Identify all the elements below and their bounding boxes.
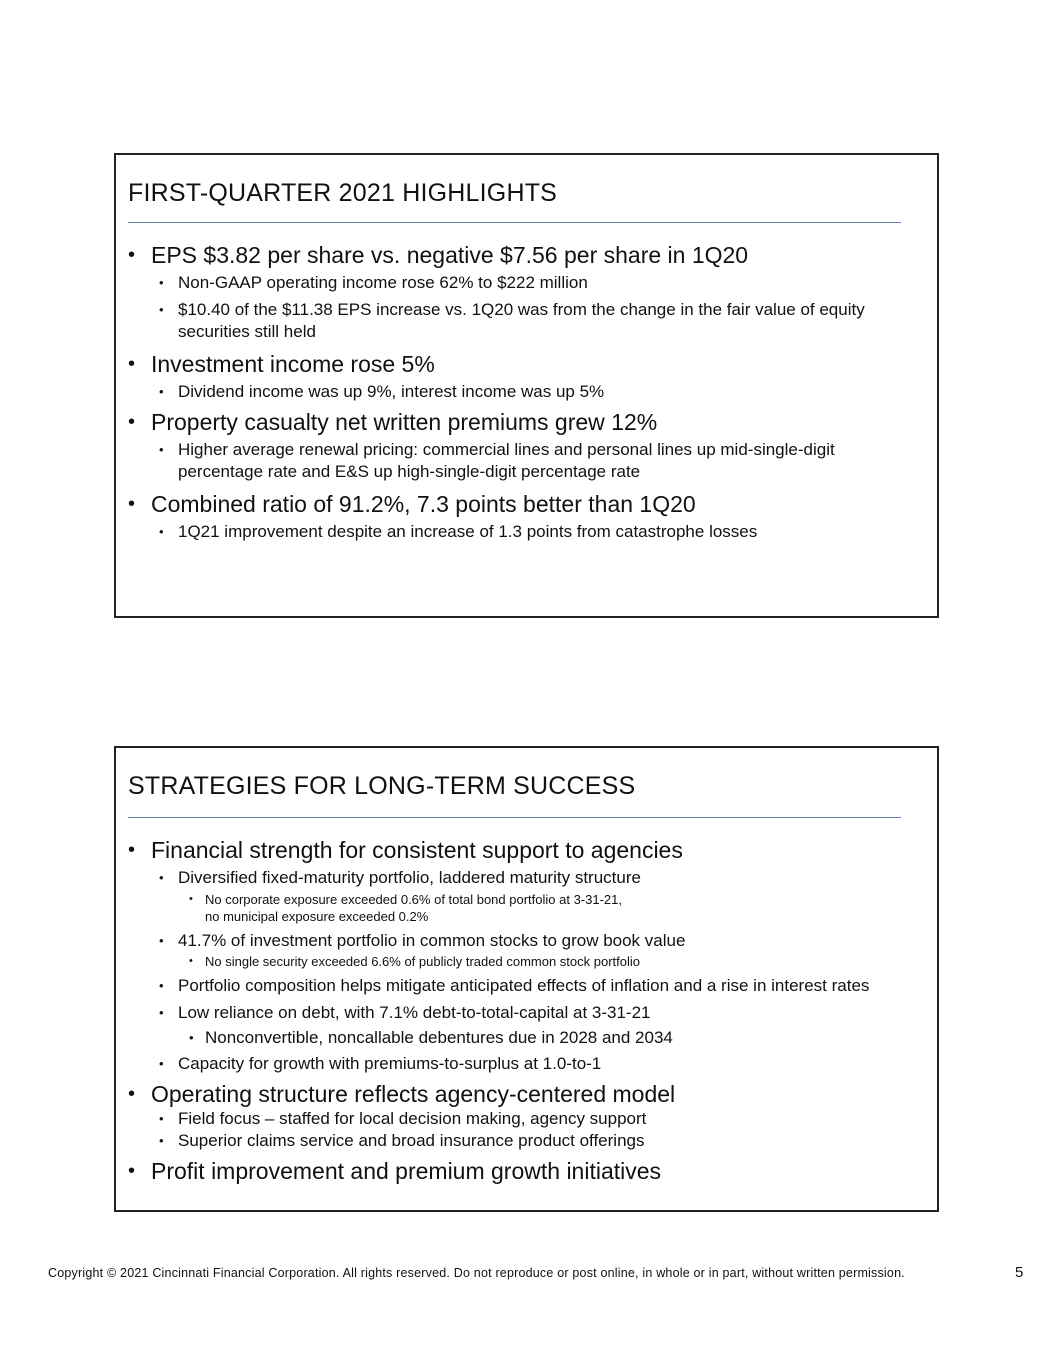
bullet-list bbox=[116, 241, 937, 548]
bullet-dot-icon: • bbox=[159, 870, 164, 885]
bullet-item bbox=[116, 836, 937, 864]
bullet-dot-icon: • bbox=[189, 955, 193, 967]
bullet-item bbox=[116, 241, 937, 269]
bullet-dot-icon: • bbox=[128, 1083, 136, 1105]
sub-bullet-text: $10.40 of the $11.38 EPS increase vs. 1Q20 was from the change in the fair value of equity securities still held bbox=[178, 300, 865, 341]
sub-bullet-text: Non-GAAP operating income rose 62% to $222 million bbox=[178, 273, 588, 292]
sub-bullet-text: Dividend income was up 9%, interest income was up 5% bbox=[178, 382, 605, 401]
bullet-dot-icon: • bbox=[128, 493, 136, 515]
bullet-dot-icon: • bbox=[159, 384, 164, 399]
bullet-dot-icon: • bbox=[128, 1160, 136, 1182]
sub-bullet-text: Low reliance on debt, with 7.1% debt-to-total-capital at 3-31-21 bbox=[178, 1003, 651, 1022]
bullet-dot-icon: • bbox=[159, 1005, 164, 1020]
slide-first-quarter-highlights bbox=[114, 153, 939, 618]
page-number: 5 bbox=[1015, 1264, 1024, 1281]
bullet-text: Financial strength for consistent support to agencies bbox=[151, 837, 683, 863]
bullet-dot-icon: • bbox=[128, 411, 136, 433]
bullet-item bbox=[116, 490, 937, 518]
bullet-dot-icon: • bbox=[128, 353, 136, 375]
sub-bullet-text: Diversified fixed-maturity portfolio, laddered maturity structure bbox=[178, 868, 641, 887]
bullet-dot-icon: • bbox=[128, 839, 136, 861]
copyright-notice: Copyright © 2021 Cincinnati Financial Corporation. All rights reserved. Do not reproduce or post online, in whole or in part, without written permission. bbox=[48, 1266, 905, 1280]
sub-bullet-item bbox=[116, 299, 937, 343]
sub-bullet-item bbox=[116, 1002, 937, 1024]
sub-bullet-text: Field focus – staffed for local decision making, agency support bbox=[178, 1109, 647, 1128]
slide-long-term-strategies bbox=[114, 746, 939, 1212]
sub-sub-bullet-item bbox=[116, 1027, 937, 1049]
title-divider bbox=[128, 817, 901, 818]
bullet-item bbox=[116, 1157, 937, 1185]
bullet-dot-icon: • bbox=[128, 244, 136, 266]
sub-bullet-text: Superior claims service and broad insurance product offerings bbox=[178, 1131, 645, 1150]
sub-sub-bullet-text-continued: no municipal exposure exceeded 0.2% bbox=[205, 909, 429, 924]
sub-bullet-item bbox=[116, 521, 937, 543]
bullet-dot-icon: • bbox=[159, 524, 164, 539]
bullet-item bbox=[116, 1080, 937, 1108]
sub-sub-bullet-item bbox=[116, 953, 937, 970]
bullet-dot-icon: • bbox=[159, 1056, 164, 1071]
sub-bullet-item bbox=[116, 381, 937, 403]
sub-sub-bullet-text: No single security exceeded 6.6% of publicly traded common stock portfolio bbox=[205, 954, 640, 969]
bullet-dot-icon: • bbox=[159, 1111, 164, 1126]
bullet-dot-icon: • bbox=[159, 933, 164, 948]
sub-bullet-item bbox=[116, 975, 937, 997]
sub-bullet-text: Capacity for growth with premiums-to-surplus at 1.0-to-1 bbox=[178, 1054, 602, 1073]
sub-bullet-text: Higher average renewal pricing: commercial lines and personal lines up mid-single-digit percentage rate and E&S up high-single-digit percentage rate bbox=[178, 440, 835, 481]
bullet-item bbox=[116, 350, 937, 378]
slide-title: STRATEGIES FOR LONG-TERM SUCCESS bbox=[128, 772, 636, 800]
sub-bullet-item bbox=[116, 1108, 937, 1130]
bullet-dot-icon: • bbox=[159, 275, 164, 290]
bullet-text: Property casualty net written premiums grew 12% bbox=[151, 409, 658, 435]
sub-sub-bullet-item bbox=[116, 891, 937, 925]
sub-sub-bullet-text: Nonconvertible, noncallable debentures due in 2028 and 2034 bbox=[205, 1028, 673, 1047]
sub-bullet-text: Portfolio composition helps mitigate anticipated effects of inflation and a rise in interest rates bbox=[178, 976, 870, 995]
bullet-dot-icon: • bbox=[159, 978, 164, 993]
sub-bullet-item bbox=[116, 1130, 937, 1152]
bullet-dot-icon: • bbox=[189, 1030, 194, 1045]
bullet-dot-icon: • bbox=[159, 442, 164, 457]
bullet-dot-icon: • bbox=[159, 1133, 164, 1148]
sub-bullet-text: 41.7% of investment portfolio in common stocks to grow book value bbox=[178, 931, 686, 950]
bullet-dot-icon: • bbox=[189, 893, 193, 905]
bullet-item bbox=[116, 408, 937, 436]
sub-bullet-item bbox=[116, 272, 937, 294]
sub-bullet-item bbox=[116, 1053, 937, 1075]
bullet-text: Operating structure reflects agency-centered model bbox=[151, 1081, 676, 1107]
bullet-text: Combined ratio of 91.2%, 7.3 points better than 1Q20 bbox=[151, 491, 696, 517]
bullet-list bbox=[116, 836, 937, 1188]
bullet-dot-icon: • bbox=[159, 302, 164, 317]
bullet-text: Profit improvement and premium growth initiatives bbox=[151, 1158, 662, 1184]
sub-sub-bullet-text: No corporate exposure exceeded 0.6% of total bond portfolio at 3-31-21, bbox=[205, 892, 622, 907]
bullet-text: EPS $3.82 per share vs. negative $7.56 per share in 1Q20 bbox=[151, 242, 749, 268]
sub-bullet-item bbox=[116, 930, 937, 952]
title-divider bbox=[128, 222, 901, 223]
sub-bullet-item bbox=[116, 867, 937, 889]
sub-bullet-item bbox=[116, 439, 937, 483]
slide-title: FIRST-QUARTER 2021 HIGHLIGHTS bbox=[128, 179, 558, 207]
bullet-text: Investment income rose 5% bbox=[151, 351, 435, 377]
sub-bullet-text: 1Q21 improvement despite an increase of 1.3 points from catastrophe losses bbox=[178, 522, 758, 541]
